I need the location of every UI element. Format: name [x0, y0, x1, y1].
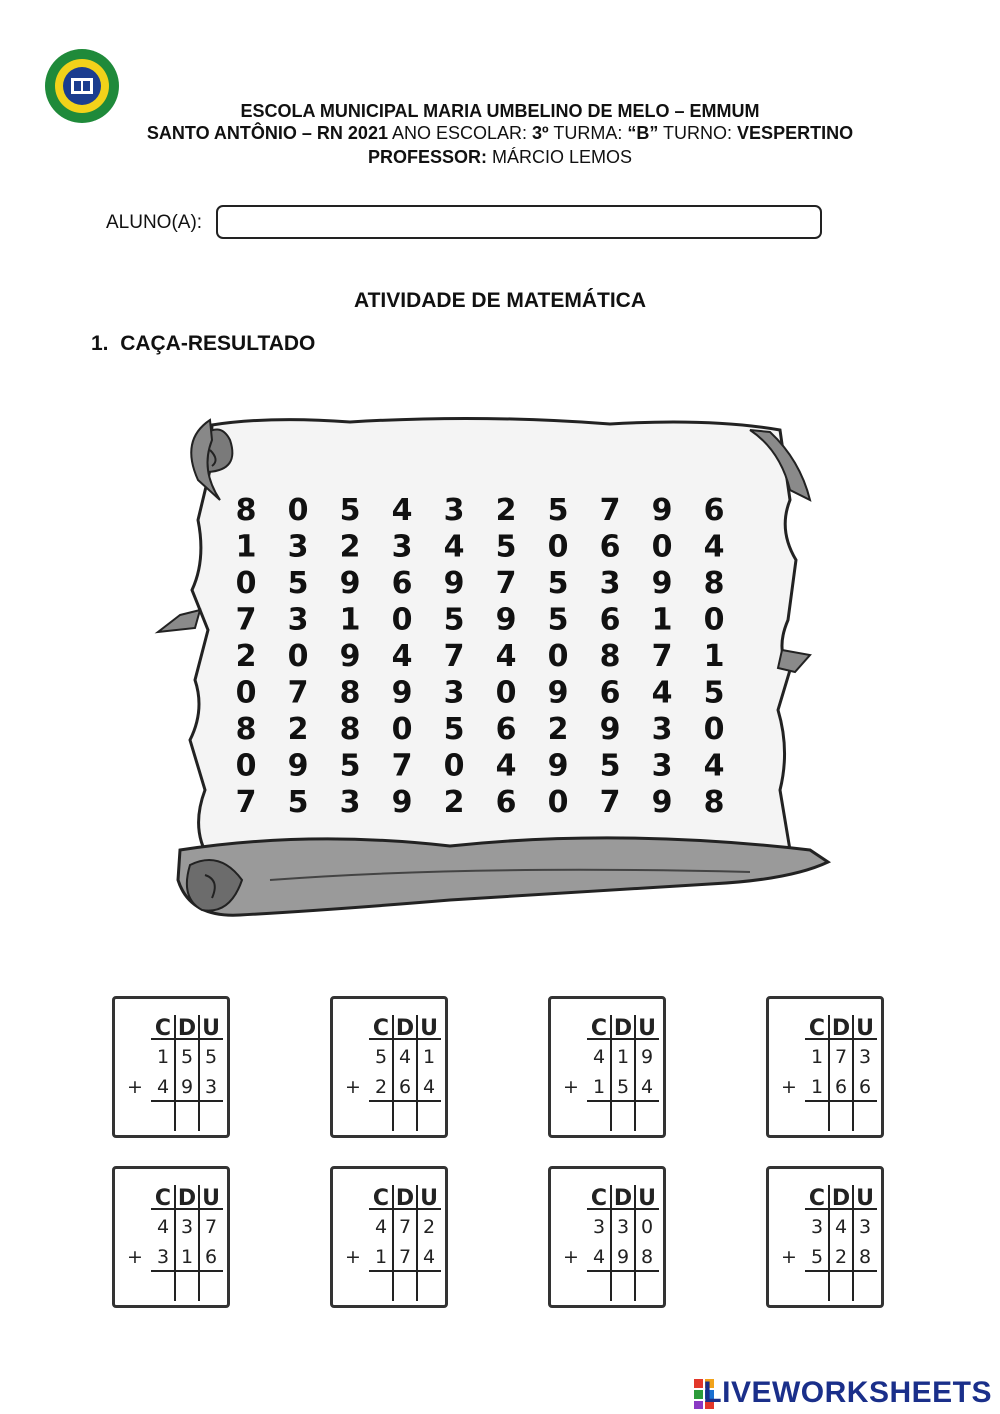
- plus-sign: +: [127, 1246, 143, 1268]
- teacher-line: [0, 146, 1000, 168]
- addition-card: [548, 1166, 666, 1308]
- grid-digit: 9: [391, 785, 413, 820]
- addend-digit: 5: [374, 1046, 388, 1068]
- addition-card: [330, 1166, 448, 1308]
- grade-label: ANO ESCOLAR:: [391, 123, 528, 143]
- grid-digit: 0: [287, 493, 309, 528]
- addend-digit: 3: [616, 1216, 630, 1238]
- grid-digit: 5: [547, 602, 569, 638]
- addend-digit: 5: [810, 1246, 824, 1268]
- plus-sign: +: [563, 1076, 579, 1098]
- addend-digit: 4: [592, 1246, 606, 1268]
- grid-digit: 0: [391, 602, 413, 638]
- activity-title: ATIVIDADE DE MATEMÁTICA: [353, 289, 647, 312]
- grid-digit: 4: [495, 639, 517, 674]
- grid-digit: 0: [703, 602, 725, 638]
- grid-digit: 0: [235, 675, 257, 711]
- addend-digit: 4: [422, 1076, 436, 1098]
- grid-digit: 0: [547, 785, 569, 820]
- addend-digit: 3: [204, 1076, 218, 1098]
- place-value-header: C: [590, 1016, 608, 1041]
- city-year: SANTO ANTÔNIO – RN 2021: [146, 123, 388, 143]
- addend-digit: 8: [858, 1246, 872, 1268]
- grid-digit: 2: [339, 529, 361, 565]
- grid-digit: 0: [391, 712, 413, 747]
- grid-digit: 6: [599, 529, 621, 565]
- grid-digit: 8: [599, 639, 621, 674]
- place-value-header: C: [808, 1186, 826, 1211]
- grid-digit: 6: [599, 675, 621, 711]
- place-value-header: U: [638, 1016, 656, 1041]
- grid-digit: 3: [443, 675, 465, 711]
- addend-digit: 1: [374, 1246, 388, 1268]
- grid-digit: 6: [599, 602, 621, 638]
- student-label: ALUNO(A):: [106, 212, 203, 233]
- addend-digit: 1: [156, 1046, 170, 1068]
- addition-card: [330, 996, 448, 1138]
- grid-digit: 3: [391, 529, 413, 565]
- addend-digit: 4: [592, 1046, 606, 1068]
- grid-digit: 9: [391, 675, 413, 711]
- grid-digit: 3: [651, 712, 673, 747]
- grid-digit: 5: [339, 748, 361, 784]
- addend-digit: 7: [834, 1046, 848, 1068]
- place-value-header: U: [638, 1186, 656, 1211]
- addition-card: [548, 996, 666, 1138]
- grid-digit: 8: [339, 712, 361, 747]
- grid-digit: 6: [495, 785, 517, 820]
- addend-digit: 1: [592, 1076, 606, 1098]
- addend-digit: 3: [810, 1216, 824, 1238]
- place-value-header: D: [395, 1016, 415, 1041]
- addend-digit: 6: [834, 1076, 848, 1098]
- grid-digit: 9: [443, 566, 465, 601]
- grid-digit: 5: [443, 712, 465, 747]
- addend-digit: 9: [640, 1046, 654, 1068]
- grid-digit: 4: [651, 675, 673, 711]
- addend-digit: 1: [616, 1046, 630, 1068]
- grid-digit: 5: [339, 493, 361, 528]
- place-value-header: C: [808, 1016, 826, 1041]
- student-name-input[interactable]: [216, 205, 822, 239]
- question-title: [91, 332, 315, 356]
- grid-digit: 0: [287, 639, 309, 674]
- addend-digit: 4: [156, 1216, 170, 1238]
- addend-digit: 4: [398, 1046, 412, 1068]
- grid-digit: 0: [443, 748, 465, 784]
- addend-digit: 9: [616, 1246, 630, 1268]
- addition-card: [766, 996, 884, 1138]
- grid-digit: 2: [547, 712, 569, 747]
- place-value-header: U: [202, 1186, 220, 1211]
- grade-value: 3º: [532, 123, 549, 143]
- grid-digit: 7: [651, 639, 673, 674]
- grid-digit: 8: [703, 566, 725, 601]
- shift-label: TURNO:: [663, 123, 733, 143]
- question-number: 1.: [91, 332, 109, 355]
- addend-digit: 7: [398, 1246, 412, 1268]
- place-value-header: D: [831, 1016, 851, 1041]
- grid-digit: 4: [391, 639, 413, 674]
- grid-digit: 5: [443, 602, 465, 638]
- grid-digit: 5: [599, 748, 621, 784]
- place-value-header: C: [372, 1016, 390, 1041]
- grid-digit: 3: [443, 493, 465, 528]
- school-name: ESCOLA MUNICIPAL MARIA UMBELINO DE MELO – EMMUM: [240, 101, 760, 121]
- grid-digit: 9: [287, 748, 309, 784]
- addend-digit: 1: [180, 1246, 194, 1268]
- addend-digit: 4: [374, 1216, 388, 1238]
- grid-digit: 3: [339, 785, 361, 820]
- addend-digit: 3: [858, 1216, 872, 1238]
- addend-digit: 2: [374, 1076, 388, 1098]
- grid-digit: 2: [287, 712, 309, 747]
- plus-sign: +: [781, 1076, 797, 1098]
- grid-digit: 7: [287, 675, 309, 711]
- grid-digit: 0: [703, 712, 725, 747]
- place-value-header: U: [856, 1016, 874, 1041]
- grid-digit: 9: [547, 748, 569, 784]
- grid-digit: 0: [235, 748, 257, 784]
- grid-digit: 7: [599, 785, 621, 820]
- grid-digit: 9: [339, 639, 361, 674]
- liveworksheets-brand: LIVEWORKSHEETS: [703, 1376, 992, 1409]
- grid-digit: 3: [651, 748, 673, 784]
- place-value-header: D: [613, 1016, 633, 1041]
- addend-digit: 1: [810, 1046, 824, 1068]
- grid-digit: 0: [651, 529, 673, 565]
- grid-digit: 6: [703, 493, 725, 528]
- place-value-header: U: [420, 1186, 438, 1211]
- place-value-header: C: [372, 1186, 390, 1211]
- grid-digit: 8: [235, 493, 257, 528]
- addend-digit: 5: [180, 1046, 194, 1068]
- grid-digit: 9: [651, 493, 673, 528]
- grid-digit: 1: [651, 602, 673, 638]
- teacher-name: MÁRCIO LEMOS: [492, 147, 633, 167]
- school-info-line: [0, 122, 1000, 144]
- grid-digit: 5: [547, 566, 569, 601]
- class-value: “B”: [627, 123, 659, 143]
- addend-digit: 4: [640, 1076, 654, 1098]
- place-value-header: U: [856, 1186, 874, 1211]
- addend-digit: 6: [204, 1246, 218, 1268]
- grid-digit: 5: [287, 566, 309, 601]
- place-value-header: D: [613, 1186, 633, 1211]
- addend-digit: 7: [398, 1216, 412, 1238]
- grid-digit: 7: [235, 785, 257, 820]
- addend-digit: 5: [616, 1076, 630, 1098]
- grid-digit: 4: [391, 493, 413, 528]
- addend-digit: 4: [422, 1246, 436, 1268]
- grid-digit: 9: [599, 712, 621, 747]
- place-value-header: C: [154, 1186, 172, 1211]
- plus-sign: +: [127, 1076, 143, 1098]
- grid-digit: 9: [651, 566, 673, 601]
- plus-sign: +: [781, 1246, 797, 1268]
- grid-digit: 0: [235, 566, 257, 601]
- grid-digit: 1: [339, 602, 361, 638]
- grid-digit: 0: [547, 529, 569, 565]
- addend-digit: 6: [398, 1076, 412, 1098]
- addend-digit: 3: [592, 1216, 606, 1238]
- grid-digit: 5: [703, 675, 725, 711]
- grid-digit: 9: [547, 675, 569, 711]
- addend-digit: 9: [180, 1076, 194, 1098]
- addend-digit: 6: [858, 1076, 872, 1098]
- addition-card: [112, 1166, 230, 1308]
- addition-card: [112, 996, 230, 1138]
- grid-digit: 7: [391, 748, 413, 784]
- place-value-header: D: [395, 1186, 415, 1211]
- addend-digit: 2: [834, 1246, 848, 1268]
- grid-digit: 3: [287, 529, 309, 565]
- question-text: CAÇA-RESULTADO: [120, 332, 316, 355]
- grid-digit: 0: [547, 639, 569, 674]
- addend-digit: 3: [156, 1246, 170, 1268]
- grid-digit: 0: [495, 675, 517, 711]
- grid-digit: 2: [235, 639, 257, 674]
- grid-digit: 5: [547, 493, 569, 528]
- addition-card: [766, 1166, 884, 1308]
- grid-digit: 8: [703, 785, 725, 820]
- addend-digit: 3: [180, 1216, 194, 1238]
- addend-digit: 0: [640, 1216, 654, 1238]
- grid-digit: 1: [235, 529, 257, 565]
- grid-digit: 6: [391, 566, 413, 601]
- addend-digit: 5: [204, 1046, 218, 1068]
- grid-digit: 4: [703, 529, 725, 565]
- grid-digit: 2: [443, 785, 465, 820]
- grid-digit: 4: [703, 748, 725, 784]
- place-value-header: U: [202, 1016, 220, 1041]
- addend-digit: 7: [204, 1216, 218, 1238]
- teacher-label: PROFESSOR:: [367, 147, 487, 167]
- grid-digit: 8: [235, 712, 257, 747]
- addend-digit: 4: [834, 1216, 848, 1238]
- grid-digit: 3: [599, 566, 621, 601]
- place-value-header: C: [154, 1016, 172, 1041]
- shift-value: VESPERTINO: [737, 123, 854, 143]
- plus-sign: +: [345, 1246, 361, 1268]
- grid-digit: 1: [703, 639, 725, 674]
- grid-digit: 9: [651, 785, 673, 820]
- addend-digit: 4: [156, 1076, 170, 1098]
- grid-digit: 9: [495, 602, 517, 638]
- addend-digit: 8: [640, 1246, 654, 1268]
- grid-digit: 5: [287, 785, 309, 820]
- grid-digit: 7: [443, 639, 465, 674]
- place-value-header: C: [590, 1186, 608, 1211]
- class-label: TURMA:: [553, 123, 623, 143]
- grid-digit: 7: [599, 493, 621, 528]
- grid-digit: 9: [339, 566, 361, 601]
- grid-digit: 2: [495, 493, 517, 528]
- plus-sign: +: [345, 1076, 361, 1098]
- place-value-header: D: [177, 1186, 197, 1211]
- addend-digit: 3: [858, 1046, 872, 1068]
- addend-digit: 2: [422, 1216, 436, 1238]
- plus-sign: +: [563, 1246, 579, 1268]
- place-value-header: D: [177, 1016, 197, 1041]
- grid-digit: 7: [235, 602, 257, 638]
- grid-digit: 4: [495, 748, 517, 784]
- place-value-header: D: [831, 1186, 851, 1211]
- grid-digit: 3: [287, 602, 309, 638]
- grid-digit: 7: [495, 566, 517, 601]
- grid-digit: 4: [443, 529, 465, 565]
- addend-digit: 1: [422, 1046, 436, 1068]
- grid-digit: 6: [495, 712, 517, 747]
- addend-digit: 1: [810, 1076, 824, 1098]
- grid-digit: 8: [339, 675, 361, 711]
- place-value-header: U: [420, 1016, 438, 1041]
- grid-digit: 5: [495, 529, 517, 565]
